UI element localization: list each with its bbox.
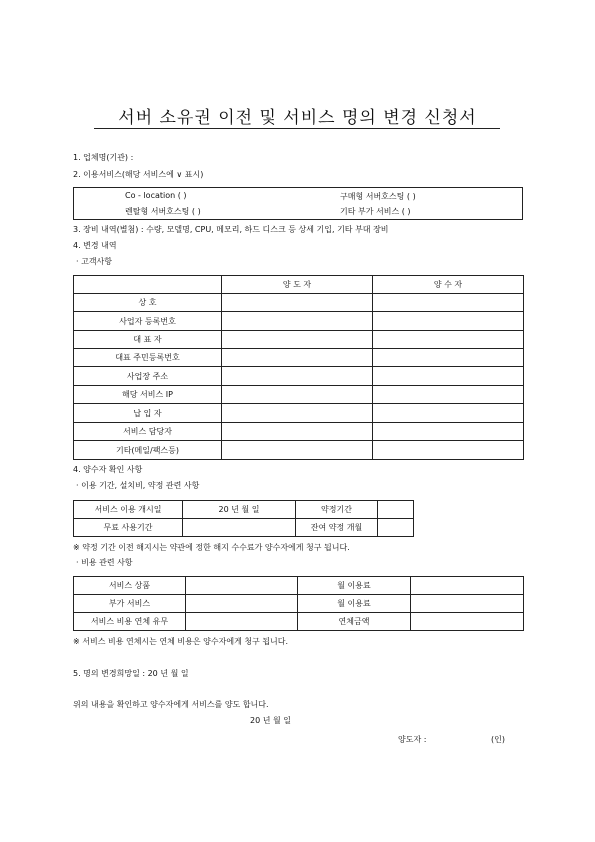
transferor-signature-label: 양도자 : bbox=[398, 735, 427, 744]
row-label: 납 입 자 bbox=[74, 404, 222, 423]
service-option-rental-hosting[interactable]: 렌탈형 서버호스팅 ( ) bbox=[125, 207, 201, 216]
overdue-status-value[interactable] bbox=[186, 613, 298, 631]
transferor-cell[interactable] bbox=[222, 386, 373, 404]
transferor-cell[interactable] bbox=[222, 331, 373, 349]
contract-table bbox=[73, 500, 414, 537]
table-row bbox=[74, 441, 524, 460]
header-blank bbox=[74, 276, 222, 294]
table-row bbox=[74, 276, 524, 294]
transferee-cell[interactable] bbox=[373, 331, 524, 349]
customer-table bbox=[73, 275, 524, 460]
service-section-label: 2. 이용서비스(해당 서비스에 ∨ 표시) bbox=[73, 170, 204, 179]
contract-period-label: 약정기간 bbox=[296, 501, 378, 519]
transferor-cell[interactable] bbox=[222, 423, 373, 441]
overdue-amount-value[interactable] bbox=[411, 613, 524, 631]
transferee-cell[interactable] bbox=[373, 349, 524, 367]
transferee-cell[interactable] bbox=[373, 404, 524, 423]
equipment-section-label: 3. 장비 내역(별첨) : 수량, 모델명, CPU, 메모리, 하드 디스크 등 상세 기입, 기타 부대 장비 bbox=[73, 225, 389, 234]
termination-note: ※ 약정 기간 이전 해지시는 약관에 정한 해지 수수료가 양수자에게 청구 됩니다. bbox=[73, 543, 350, 552]
desired-change-date: 5. 명의 변경희망일 : 20 년 월 일 bbox=[73, 669, 189, 678]
service-product-label: 서비스 상품 bbox=[74, 577, 186, 595]
header-transferee: 양 수 자 bbox=[373, 276, 524, 294]
transferor-cell[interactable] bbox=[222, 349, 373, 367]
period-subsection-label: · 이용 기간, 설치비, 약정 관련 사항 bbox=[76, 481, 200, 490]
row-label: 대 표 자 bbox=[74, 331, 222, 349]
table-row bbox=[74, 294, 524, 312]
transferor-cell[interactable] bbox=[222, 294, 373, 312]
service-product-value[interactable] bbox=[186, 577, 298, 595]
table-row bbox=[74, 423, 524, 441]
monthly-fee-value[interactable] bbox=[411, 577, 524, 595]
overdue-note: ※ 서비스 비용 연체시는 연체 비용은 양수자에게 청구 됩니다. bbox=[73, 637, 289, 646]
transferee-cell[interactable] bbox=[373, 423, 524, 441]
row-label: 서비스 담당자 bbox=[74, 423, 222, 441]
service-option-colo[interactable]: Co - location ( ) bbox=[125, 191, 187, 200]
addon-monthly-fee-value[interactable] bbox=[411, 595, 524, 613]
free-period-value[interactable] bbox=[183, 519, 296, 537]
table-row bbox=[74, 312, 524, 331]
confirmation-text: 위의 내용을 확인하고 양수자에게 서비스를 양도 합니다. bbox=[73, 700, 269, 709]
page-title: 서버 소유권 이전 및 서비스 명의 변경 신청서 bbox=[118, 108, 477, 128]
customer-subsection-label: · 고객사항 bbox=[76, 257, 112, 266]
addon-service-label: 부가 서비스 bbox=[74, 595, 186, 613]
transferee-cell[interactable] bbox=[373, 367, 524, 386]
row-label: 사업자 등록번호 bbox=[74, 312, 222, 331]
table-row bbox=[74, 386, 524, 404]
service-start-label: 서비스 이용 개시일 bbox=[74, 501, 183, 519]
table-row bbox=[74, 501, 414, 519]
remaining-months-label: 잔여 약정 개월 bbox=[296, 519, 378, 537]
change-section-label: 4. 변경 내역 bbox=[73, 241, 117, 250]
table-row bbox=[74, 367, 524, 386]
remaining-months-value[interactable] bbox=[378, 519, 414, 537]
table-row bbox=[74, 331, 524, 349]
row-label: 상 호 bbox=[74, 294, 222, 312]
overdue-status-label: 서비스 비용 연체 유무 bbox=[74, 613, 186, 631]
transferor-cell[interactable] bbox=[222, 367, 373, 386]
monthly-fee-label: 월 이용료 bbox=[298, 577, 411, 595]
service-option-other[interactable]: 기타 부가 서비스 ( ) bbox=[340, 207, 411, 216]
transferee-cell[interactable] bbox=[373, 294, 524, 312]
transferor-cell[interactable] bbox=[222, 404, 373, 423]
table-row bbox=[74, 595, 524, 613]
transferee-cell[interactable] bbox=[373, 386, 524, 404]
transferor-cell[interactable] bbox=[222, 312, 373, 331]
seal-mark: (인) bbox=[491, 735, 505, 744]
overdue-amount-label: 연체금액 bbox=[298, 613, 411, 631]
addon-service-value[interactable] bbox=[186, 595, 298, 613]
title-underline bbox=[94, 128, 500, 129]
row-label: 사업장 주소 bbox=[74, 367, 222, 386]
table-row bbox=[74, 613, 524, 631]
transferee-cell[interactable] bbox=[373, 312, 524, 331]
service-option-purchase-hosting[interactable]: 구매형 서버호스팅 ( ) bbox=[340, 192, 416, 201]
table-row bbox=[74, 519, 414, 537]
signature-date: 20 년 월 일 bbox=[250, 716, 291, 725]
table-row bbox=[74, 577, 524, 595]
transferee-cell[interactable] bbox=[373, 441, 524, 460]
transferor-cell[interactable] bbox=[222, 441, 373, 460]
free-period-label: 무료 사용기간 bbox=[74, 519, 183, 537]
row-label: 해당 서비스 IP bbox=[74, 386, 222, 404]
fee-subsection-label: · 비용 관련 사항 bbox=[76, 558, 133, 567]
row-label: 대표 주민등록번호 bbox=[74, 349, 222, 367]
service-start-date[interactable]: 20 년 월 일 bbox=[183, 501, 296, 519]
row-label: 기타(메일/팩스등) bbox=[74, 441, 222, 460]
fee-table bbox=[73, 576, 524, 631]
transferee-check-label: 4. 양수자 확인 사항 bbox=[73, 465, 143, 474]
addon-monthly-fee-label: 월 이용료 bbox=[298, 595, 411, 613]
table-row bbox=[74, 349, 524, 367]
header-transferor: 양 도 자 bbox=[222, 276, 373, 294]
table-row bbox=[74, 404, 524, 423]
contract-period-value[interactable] bbox=[378, 501, 414, 519]
company-name-label: 1. 업체명(기관) : bbox=[73, 153, 134, 162]
